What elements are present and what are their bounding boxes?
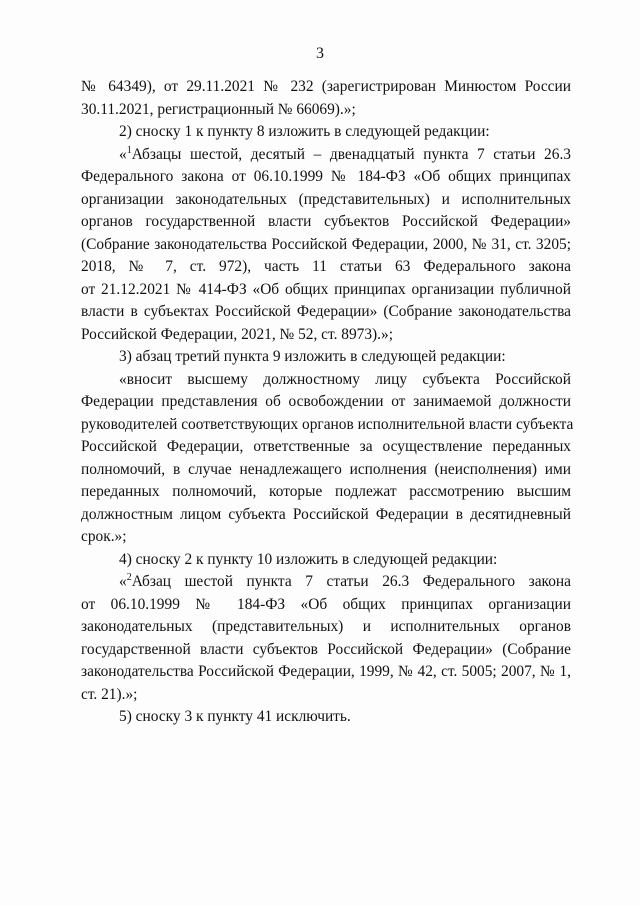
text-line: переданных полномочий, которые подлежат рассмотрению высшим (81, 483, 571, 500)
footnote-marker: 2 (126, 572, 132, 583)
text-line: Российской Федерации, 2021, № 52, ст. 8973).»; (81, 325, 393, 343)
text-line: срок.»; (81, 528, 127, 545)
text-line: должностным лицом субъекта Российской Федерации в десятидневный (81, 505, 571, 523)
text-line: ст. 21).»; (81, 685, 138, 703)
text-line: органов государственной власти субъектов Российской Федерации» (81, 213, 571, 230)
opening-quote: « (119, 573, 127, 590)
text-line: 2018, № 7, ст. 972), часть 11 статьи 63 Федерального закона (81, 258, 571, 275)
text-line: № 64349), от 29.11.2021 № 232 (зарегистрирован Минюстом России (81, 78, 571, 95)
text-line: 5) сноску 3 к пункту 41 исключить. (119, 708, 351, 725)
text-line: законодательства Российской Федерации, 1999, № 42, ст. 5005; 2007, № 1, (81, 663, 571, 680)
text-line: от 06.10.1999 № 184-ФЗ «Об общих принципах организации (81, 595, 571, 613)
text-line (81, 571, 571, 594)
text-line (81, 144, 571, 167)
line-text: Абзацы шестой, десятый – двенадцатый пункта 7 статьи 26.3 (131, 145, 571, 163)
text-line: организации законодательных (представительных) и исполнительных (81, 190, 571, 208)
opening-quote: « (119, 145, 127, 163)
text-line: руководителей соответствующих органов исполнительной власти субъекта (81, 415, 574, 433)
text-line: полномочий, в случае ненадлежащего исполнения (неисполнения) ими (81, 460, 571, 478)
text-line: власти в субъектах Российской Федерации» (Собрание законодательства (81, 303, 571, 320)
text-line: от 21.12.2021 № 414-ФЗ «Об общих принципах организации публичной (81, 280, 571, 298)
text-line: Федерации представления об освобождении от занимаемой должности (81, 393, 571, 410)
text-line: 4) сноску 2 к пункту 10 изложить в следующей редакции: (119, 550, 498, 568)
text-line: 3) абзац третий пункта 9 изложить в следующей редакции: (119, 348, 506, 365)
text-line: «вносит высшему должностному лицу субъекта Российской (119, 370, 571, 388)
text-line: (Собрание законодательства Российской Федерации, 2000, № 31, ст. 3205; (81, 235, 571, 253)
text-line: Федерального закона от 06.10.1999 № 184-ФЗ «Об общих принципах (81, 168, 571, 185)
text-line: законодательных (представительных) и исполнительных органов (81, 618, 571, 635)
text-line: 30.11.2021, регистрационный № 66069).»; (81, 100, 356, 118)
text-line: 2) сноску 1 к пункту 8 изложить в следующей редакции: (119, 123, 490, 140)
text-line: Российской Федерации, ответственные за осуществление переданных (81, 438, 571, 455)
text-line: государственной власти субъектов Российской Федерации» (Собрание (81, 640, 571, 658)
line-text: Абзац шестой пункта 7 статьи 26.3 Федерального закона (131, 573, 571, 590)
page-number: 3 (316, 45, 324, 62)
document-body (81, 76, 574, 729)
footnote-marker: 1 (126, 144, 132, 156)
